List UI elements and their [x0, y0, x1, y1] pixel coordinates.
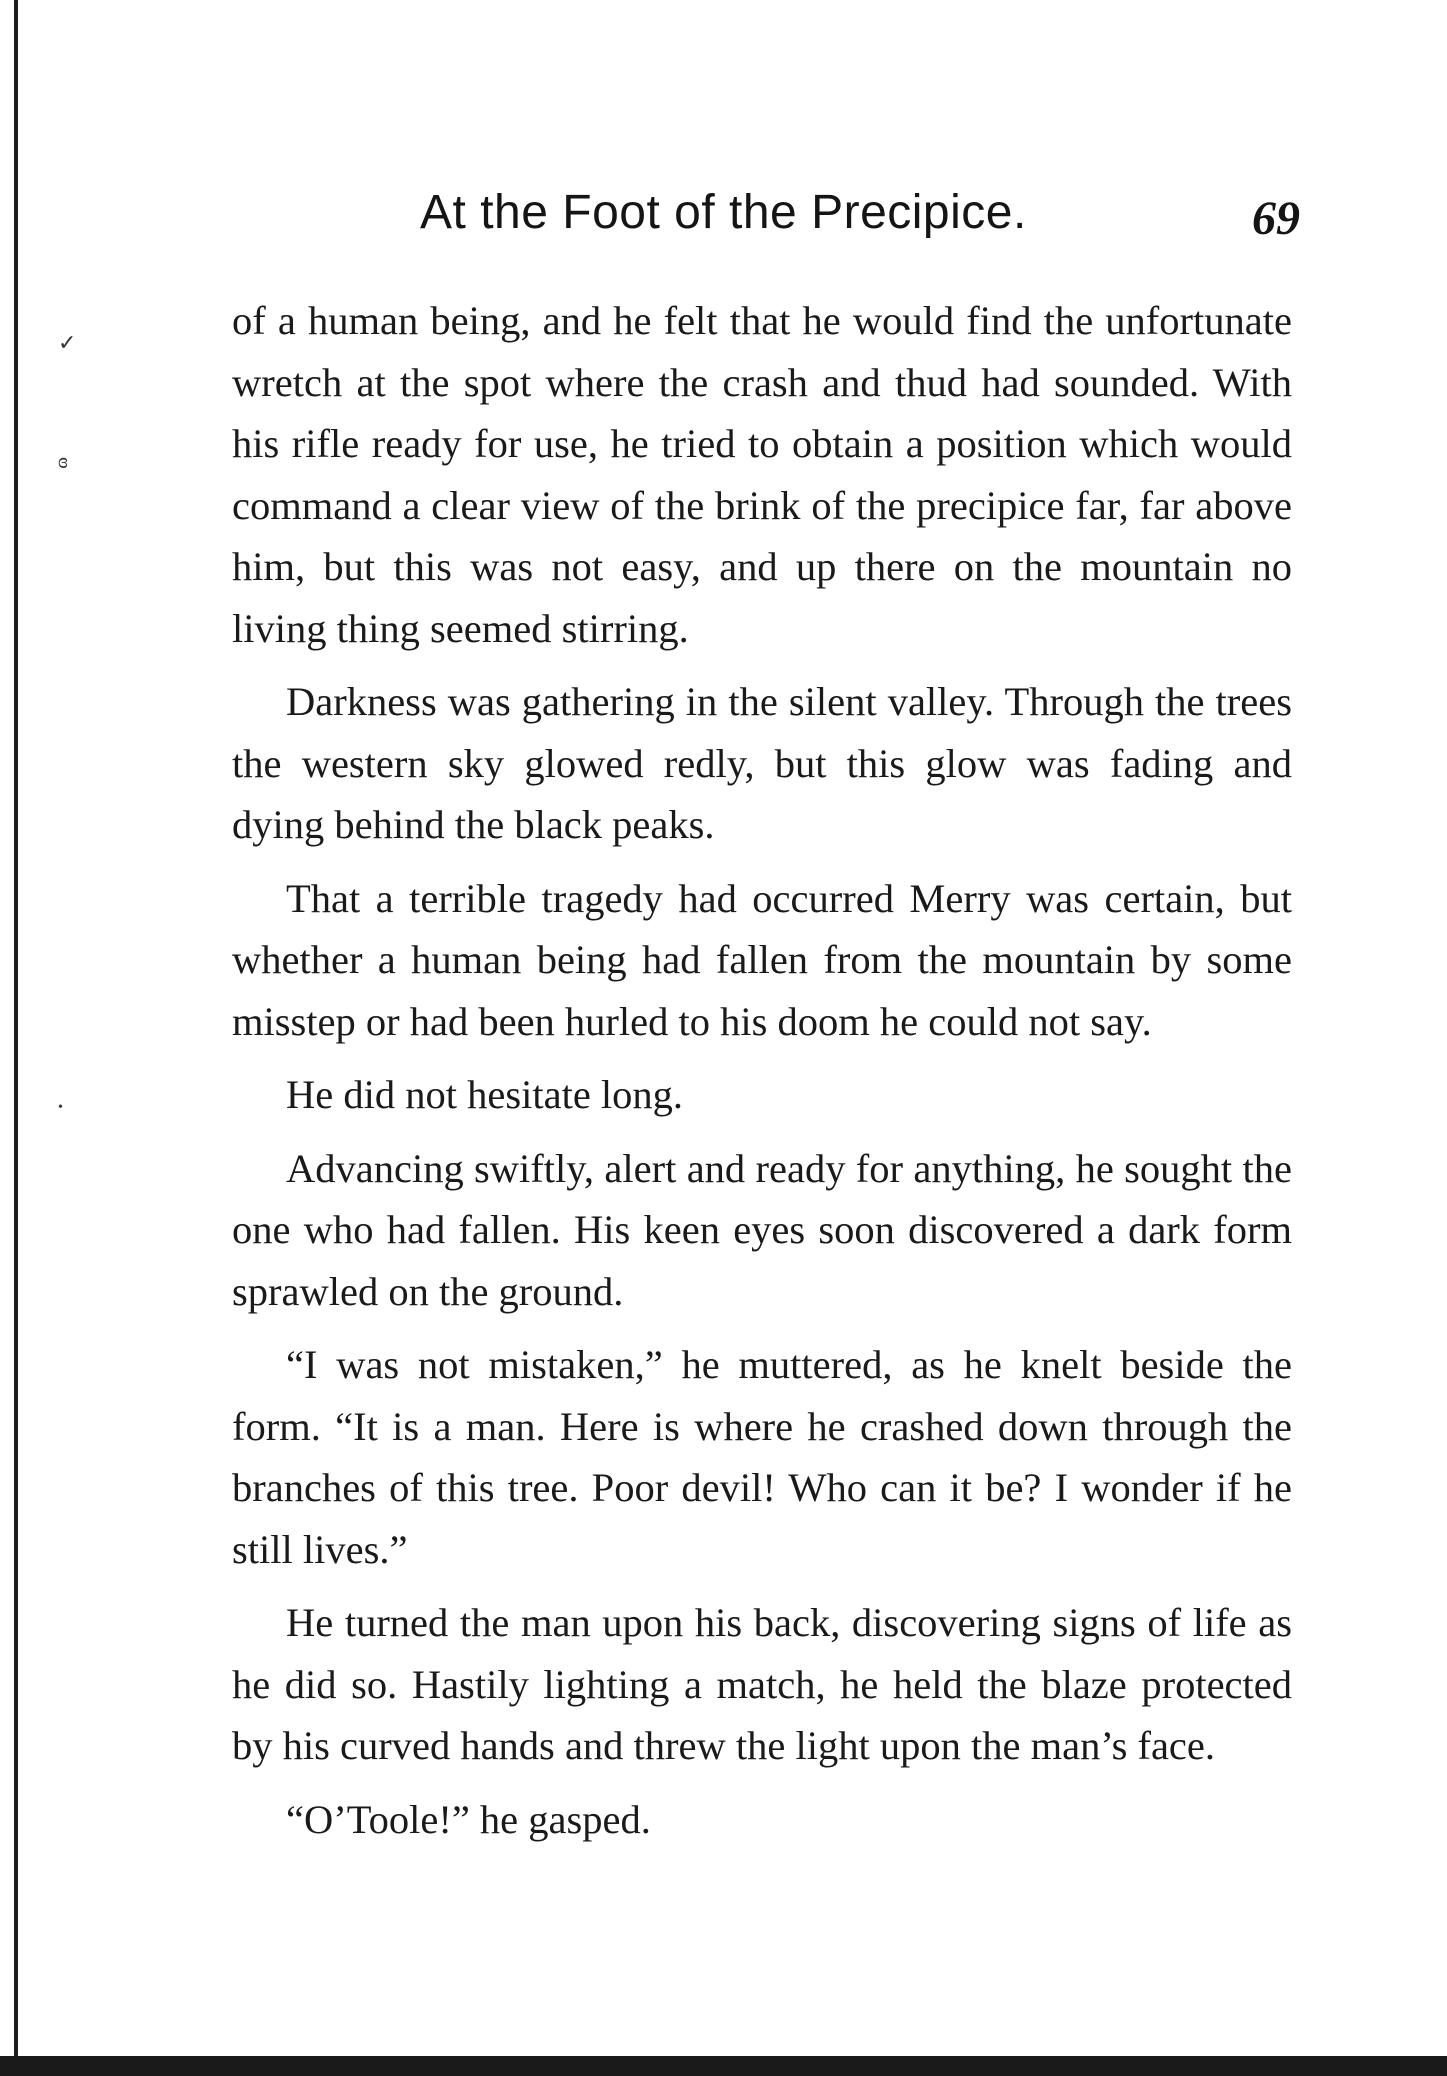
page-bottom-edge — [0, 2056, 1447, 2076]
margin-mark-3: • — [58, 1100, 63, 1115]
paragraph-3: That a terrible tragedy had occurred Merry was certain, but whether a human being had fallen from the mountain by some misstep or had been hurled to his doom he could not say. — [232, 875, 1292, 1044]
margin-mark-2: ɞ — [58, 448, 68, 473]
paragraph-1: of a human being, and he felt that he would find the unfortunate wretch at the spot where the crash and thud had sounded. With his rifle ready for use, he tried to obtain a position which would command a clear view of the brink of the precipice far, far above him, but this was not easy, and up there on the mountain no living thing seemed stirring. — [232, 298, 1292, 651]
page-header — [420, 185, 1300, 255]
paragraph-4: He did not hesitate long. — [286, 1072, 684, 1117]
running-title: At the Foot of the Precipice. — [420, 186, 1027, 239]
paragraph-7: He turned the man upon his back, discovering signs of life as he did so. Hastily lighting a match, he held the blaze protected by his curved hands and threw the light upon the man’s face. — [232, 1600, 1292, 1768]
margin-mark-1: ✓ — [58, 330, 77, 355]
paragraph-2: Darkness was gathering in the silent valley. Through the trees the western sky glowed redly, but this glow was fading and dying behind the black peaks. — [232, 679, 1292, 847]
paragraph-6: “I was not mistaken,” he muttered, as he knelt beside the form. “It is a man. Here is where he crashed down through the branches of this tree. Poor devil! Who can it be? I wonder if he still lives.” — [232, 1342, 1292, 1572]
paragraph-8: “O’Toole!” he gasped. — [286, 1796, 651, 1842]
body-text — [232, 290, 1292, 1862]
page-number: 69 — [1252, 192, 1300, 245]
paragraph-5: Advancing swiftly, alert and ready for anything, he sought the one who had fallen. His keen eyes soon discovered a dark form sprawled on the ground. — [232, 1145, 1292, 1314]
page-binding-edge — [14, 0, 18, 2060]
